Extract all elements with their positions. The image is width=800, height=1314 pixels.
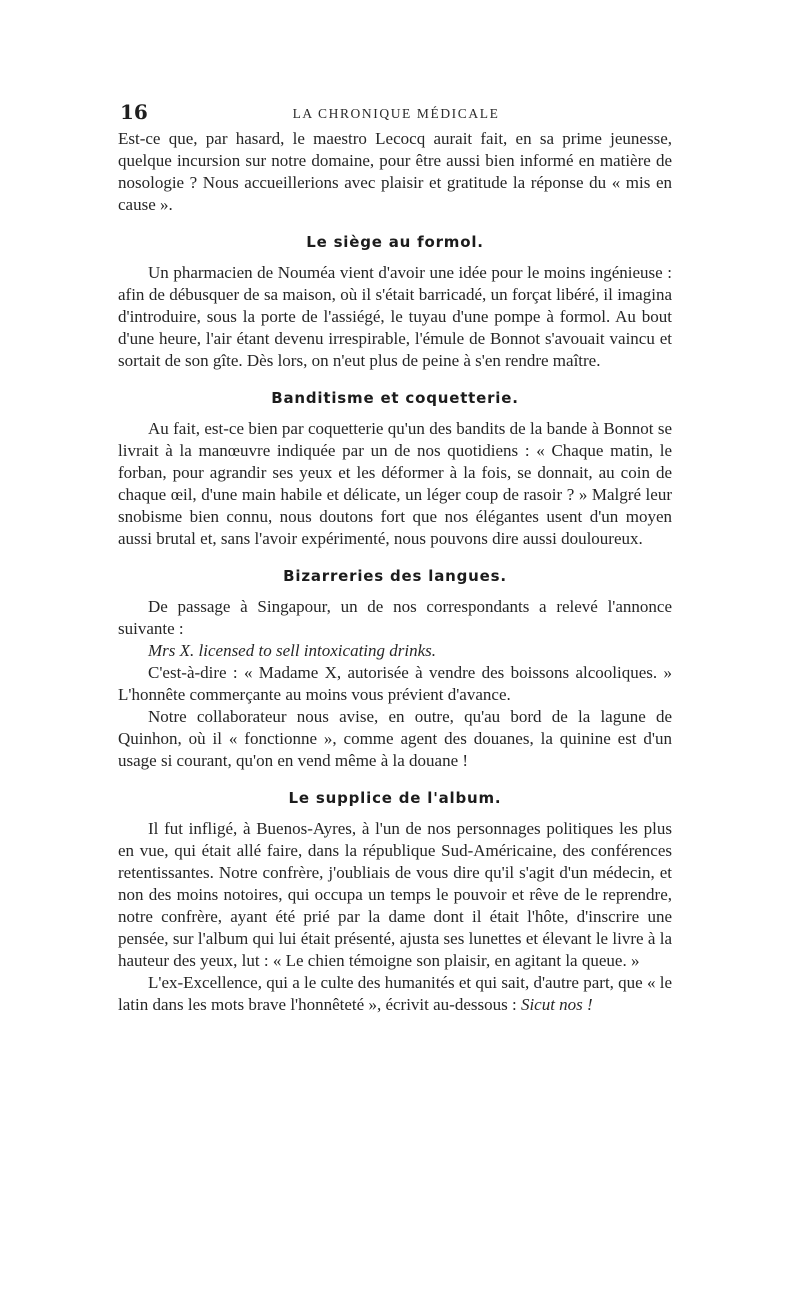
- latin-quote: Sicut nos !: [520, 995, 593, 1014]
- intro-paragraph: Est-ce que, par hasard, le maestro Lecocq aurait fait, en sa prime jeunesse, quelque incursion sur notre domaine, pour être aussi bien informé en matière de nosologie ? Nous accueillerions avec plaisir et gratitude la réponse du « mis en cause ».: [118, 129, 672, 214]
- section-bizarreries-paragraph-1: De passage à Singapour, un de nos correspondants a relevé l'annonce suivante :: [118, 597, 672, 638]
- section-heading-album: Le supplice de l'album.: [288, 789, 502, 807]
- section-heading-siege: Le siège au formol.: [306, 233, 484, 251]
- quoted-announcement: Mrs X. licensed to sell intoxicating drinks.: [148, 641, 437, 660]
- section-album-paragraph-1: Il fut infligé, à Buenos-Ayres, à l'un de nos personnages politiques les plus en vue, qui était allé faire, dans la république Sud-Américaine, des conférences retentissantes. Notre confrère, j'oubliais de vous dire qu'il s'agit d'un médecin, et non des moins notoires, qui occupa un temps le pouvoir et rêve de le reprendre, notre confrère, ayant été prié par la dame dont il était l'hôte, d'inscrire une pensée, sur l'album qui lui était présenté, ajusta ses lunettes et élevant le livre à la hauteur des yeux, lut : « Le chien témoigne son plaisir, en agitant la queue. »: [118, 819, 672, 970]
- section-banditisme-paragraph: Au fait, est-ce bien par coquetterie qu'un des bandits de la bande à Bonnot se livrait à la manœuvre indiquée par un de nos quotidiens : « Chaque matin, le forban, pour agrandir ses yeux et les déformer à la fois, se donnait, au coin de chaque œil, d'une main habile et délicate, un léger coup de rasoir ? » Malgré leur snobisme bien connu, nous doutons fort que nos élégantes usent d'un moyen aussi brutal et, sans l'avoir expérimenté, nous pouvons dire aussi douloureux.: [118, 419, 672, 548]
- album-paragraph-text: L'ex-Excellence, qui a le culte des humanités et qui sait, d'autre part, que « le latin dans les mots brave l'honnêteté », écrivit au-dessous :: [118, 973, 672, 1014]
- running-title: LA CHRONIQUE MÉDICALE: [292, 106, 500, 121]
- page-header: [120, 100, 672, 130]
- section-heading-banditisme: Banditisme et coquetterie.: [271, 389, 519, 407]
- section-siege-paragraph: Un pharmacien de Nouméa vient d'avoir une idée pour le moins ingénieuse : afin de débusquer de sa maison, où il s'était barricadé, un forçat libéré, il imagina d'introduire, sous la porte de l'assiégé, le tuyau d'une pompe à formol. Au bout d'une heure, l'air étant devenu irrespirable, l'émule de Bonnot s'avouait vaincu et sortait de son gîte. Dès lors, on n'eut plus de peine à s'en rendre maître.: [118, 263, 672, 370]
- page-number: 16: [120, 100, 148, 124]
- section-album-paragraph-2: [118, 972, 672, 1016]
- section-bizarreries-paragraph-3: Notre collaborateur nous avise, en outre, qu'au bord de la lagune de Quinhon, où il « fonctionne », comme agent des douanes, la quinine est d'un usage si courant, qu'on en vend même à la douane !: [118, 707, 672, 770]
- section-bizarreries-paragraph-2: C'est-à-dire : « Madame X, autorisée à vendre des boissons alcooliques. » L'honnête commerçante au moins vous prévient d'avance.: [118, 663, 672, 704]
- section-heading-bizarreries: Bizarreries des langues.: [283, 567, 507, 585]
- article-body: [118, 128, 672, 1016]
